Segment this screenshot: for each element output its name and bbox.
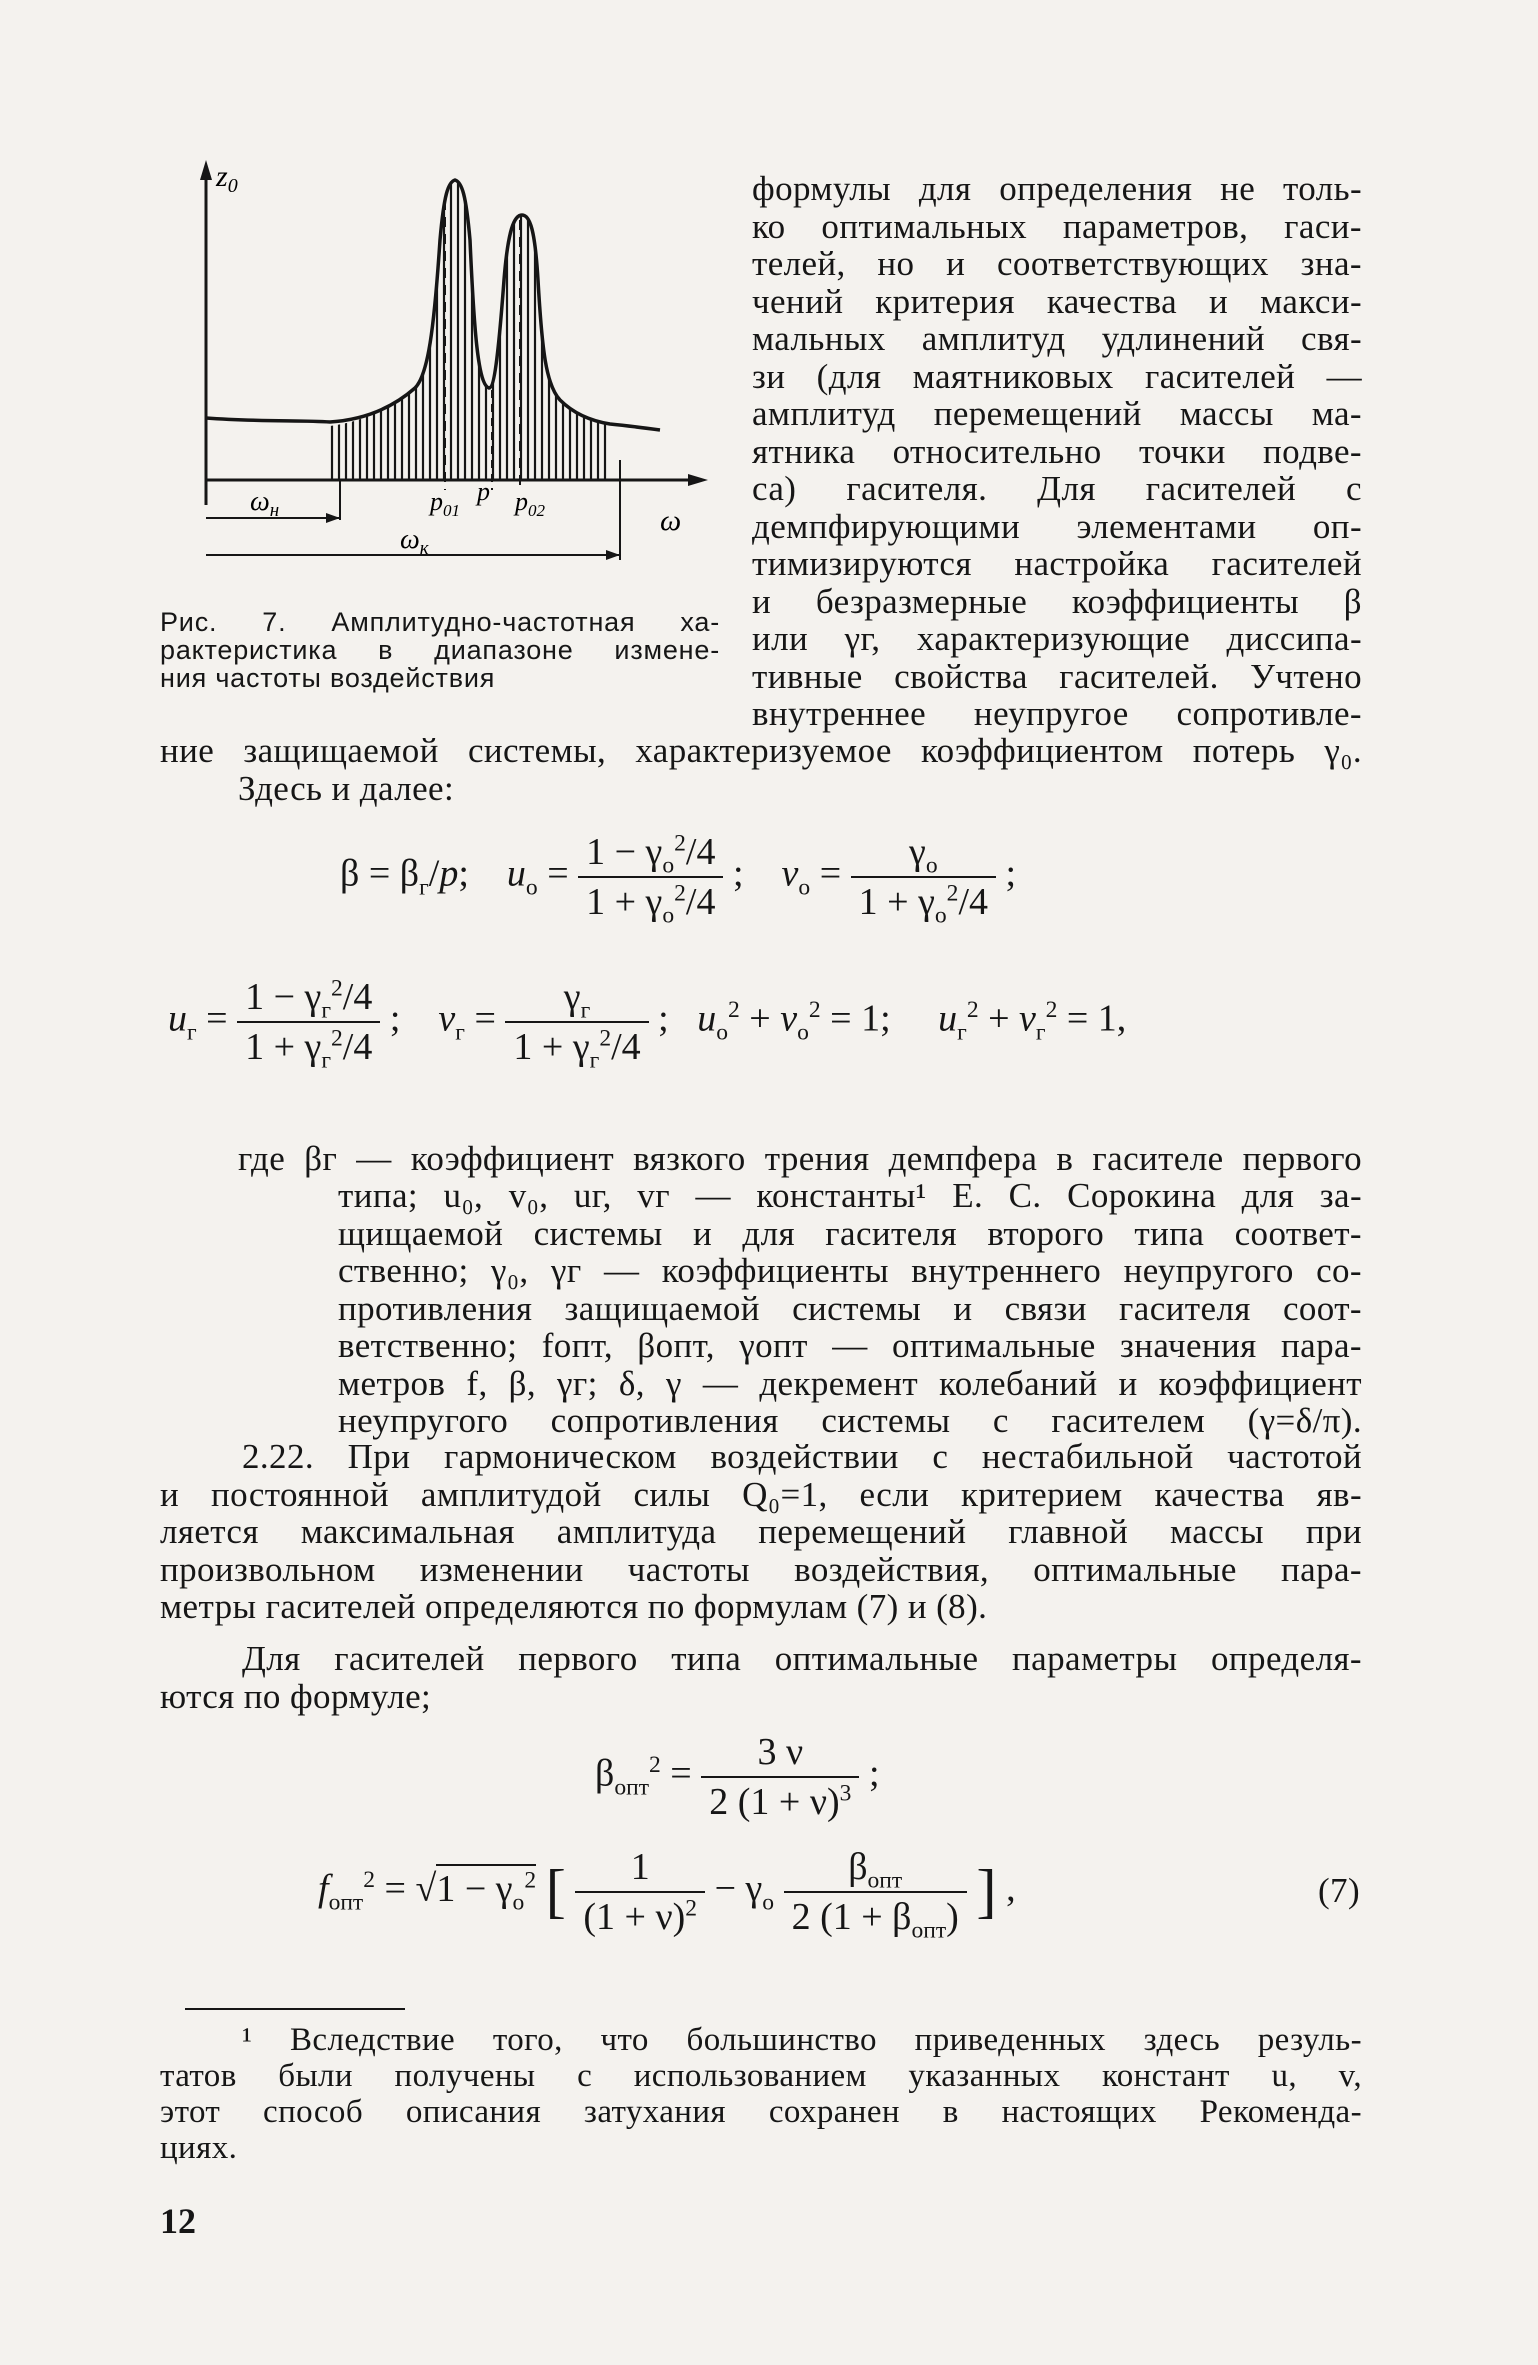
equation-f-opt: $f_{опт}^2 = √1 - \gamma_о^2$ [ $\frac{1}{(1 + \nu)^2}$ − $\gamma_о$ $\frac{\beta_{опт}}{2 (1 + \beta_{опт})}$ ] , xyxy=(318,1846,1016,1944)
text-line: ются по формуле; xyxy=(160,1676,432,1716)
equation-number: (7) xyxy=(1318,1871,1361,1910)
text-line: произвольном изменении частоты воздействия, оптимальные пара- xyxy=(160,1549,1362,1589)
equation-beta-opt: $\beta_{опт}^2$ = $\frac{3 \nu}{2 (1 + \nu)^3}$ ; xyxy=(595,1731,880,1823)
text-line: и постоянной амплитудой силы Q₀=1, если критерием качества яв- xyxy=(160,1474,1362,1514)
text-line: неупругого сопротивления системы с гасителем (γ=δ/π). xyxy=(338,1401,1362,1440)
footnote-line: этот способ описания затухания сохранен в настоящих Рекоменда- xyxy=(160,2094,1362,2130)
paragraph-2-22 xyxy=(160,1438,1362,1626)
footnote-divider xyxy=(185,2008,405,2010)
text-line: противления защищаемой системы и связи гасителя соот- xyxy=(338,1288,1362,1328)
page-number: 12 xyxy=(160,2201,196,2241)
footnote-line: циях. xyxy=(160,2130,238,2166)
text-line: са) гасителя. Для гасителей с xyxy=(752,469,1362,508)
text-line: ственно; γ₀, γг — коэффициенты внутреннего неупругого со- xyxy=(338,1251,1362,1290)
here-text: Здесь и далее: xyxy=(238,769,455,808)
text-line: амплитуд перемещений массы ма- xyxy=(752,394,1362,433)
footnote-line: татов были получены с использованием указанных констант u, v, xyxy=(160,2058,1362,2094)
text-line: ляется максимальная амплитуда перемещений главной массы при xyxy=(160,1512,1362,1551)
figure-caption xyxy=(160,608,720,692)
where-paragraph-cont xyxy=(338,1177,1362,1440)
text-line: формулы для определения не толь- xyxy=(752,169,1362,208)
text-line: ветственно; fопт, βопт, γопт — оптимальные значения пара- xyxy=(338,1326,1362,1365)
equation-row-1: $\beta = \beta_г/p$; $u_о$ = $\frac{1 - \gamma_о^2/4}{1 + \gamma_о^2/4}$ ; $v_о$ = $\frac{\gamma_о}{1 + \gamma_о^2/4}$ ; xyxy=(340,830,1017,929)
text-line: внутреннее неупругое сопротивле- xyxy=(752,694,1362,733)
axis-y-label: $z_0$ xyxy=(216,160,238,197)
label-p02: $p_{02}$ xyxy=(515,487,545,520)
text-line: ние защищаемой системы, характеризуемое коэффициентом потерь γ₀. xyxy=(160,731,1362,770)
caption-line: ния частоты воздействия xyxy=(160,663,496,693)
text-line: ко оптимальных параметров, гаси- xyxy=(752,206,1362,246)
text-line: ятника относительно точки подве- xyxy=(752,431,1362,471)
text-line: тимизируются настройка гасителей xyxy=(752,544,1362,583)
label-omega-k: $\omega_к$ xyxy=(400,524,429,559)
right-column-text xyxy=(752,170,1362,733)
footnote xyxy=(160,2022,1362,2166)
paragraph-first-type xyxy=(160,1640,1362,1715)
footnote-line: ¹ Вследствие того, что большинство приведенных здесь резуль- xyxy=(242,2022,1362,2058)
text-line: метров f, β, γг; δ, γ — декремент колебаний и коэффициент xyxy=(338,1363,1362,1403)
text-line: Для гасителей первого типа оптимальные параметры определя- xyxy=(242,1639,1362,1678)
equation-row-2: $u_г$ = $\frac{1 - \gamma_г^2/4}{1 + \gamma_г^2/4}$ ; $v_г$ = $\frac{\gamma_г}{1 + \gamma_г^2/4}$ ; $u_о^2 + v_о^2 = 1$; $u_г^2 + v_г^2 = 1$, xyxy=(168,975,1127,1074)
text-line: мальных амплитуд удлинений свя- xyxy=(752,319,1362,358)
label-omega-n: $\omega_н$ xyxy=(250,486,280,521)
caption-line: рактеристика в диапазоне измене- xyxy=(160,635,720,665)
text-line: телей, но и соответствующих зна- xyxy=(752,244,1362,283)
text-line: тивные свойства гасителей. Учтено xyxy=(752,656,1362,696)
text-line: щищаемой системы и для гасителя второго типа соответ- xyxy=(338,1213,1362,1253)
axis-x-label: ω xyxy=(660,504,682,537)
caption-line: Рис. 7. Амплитудно-частотная ха- xyxy=(160,607,720,637)
text-line: где βг — коэффициент вязкого трения демпфера в гасителе первого xyxy=(238,1139,1362,1178)
text-line: демпфирующими элементами оп- xyxy=(752,506,1362,546)
label-p: p xyxy=(477,477,490,506)
text-line: зи (для маятниковых гасителей — xyxy=(752,356,1362,396)
text-line: и безразмерные коэффициенты β xyxy=(752,581,1362,621)
text-line: типа; u₀, v₀, uг, vг — константы¹ Е. С. Сорокина для за- xyxy=(338,1176,1362,1215)
amplitude-frequency-figure xyxy=(190,160,710,580)
text-line: или γг, характеризующие диссипа- xyxy=(752,619,1362,658)
where-paragraph xyxy=(238,1140,1362,1178)
text-line: метры гасителей определяются по формулам (7) и (8). xyxy=(160,1587,988,1626)
label-p01: $p_{01}$ xyxy=(430,487,460,520)
text-line: чений критерия качества и макси- xyxy=(752,281,1362,321)
text-line: 2.22. При гармоническом воздействии с нестабильной частотой xyxy=(242,1437,1362,1476)
